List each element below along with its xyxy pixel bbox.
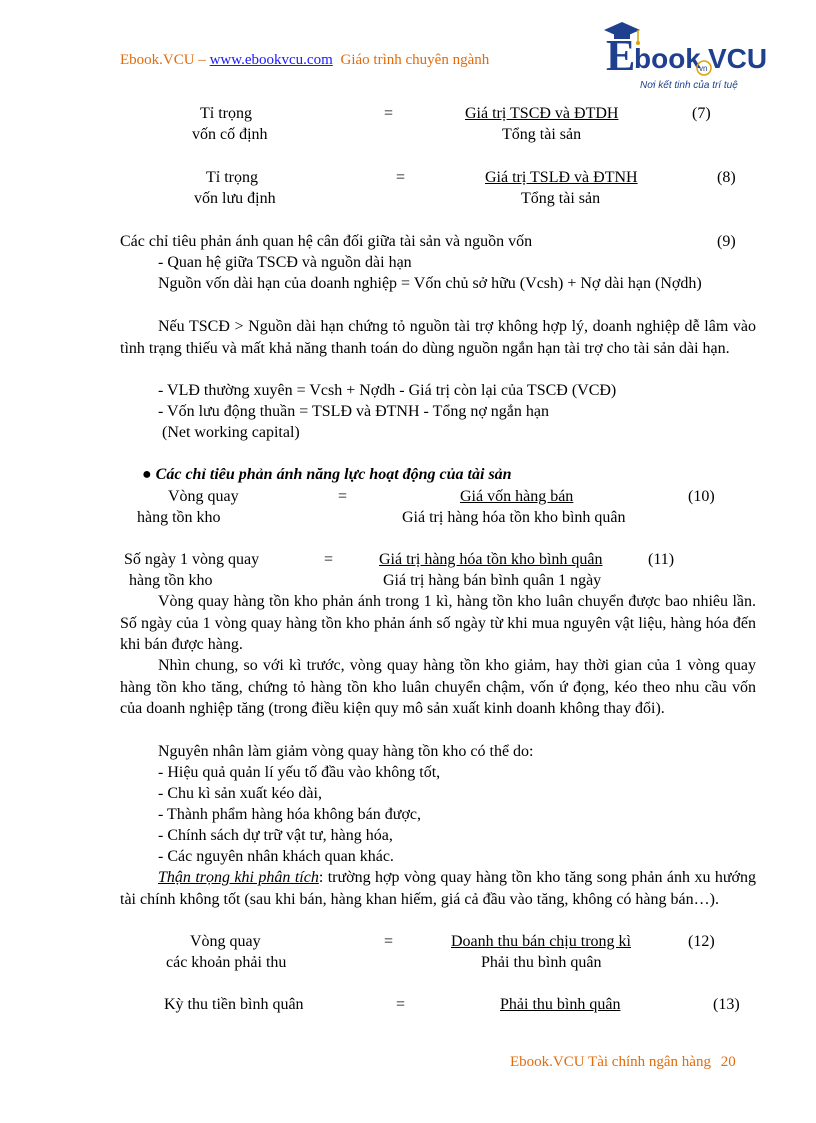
- formula-11-label-2: hàng tồn kho: [129, 572, 213, 589]
- formula-13-numerator: Phải thu bình quân: [500, 996, 621, 1013]
- formula-8-label-1: Tỉ trọng: [206, 169, 258, 186]
- formula-12-label-2: các khoản phải thu: [166, 954, 287, 971]
- paragraph-tscd-relation: - Quan hệ giữa TSCĐ và nguồn dài hạn: [158, 254, 412, 271]
- list-item: - Hiệu quả quản lí yếu tố đầu vào không tốt,: [158, 764, 441, 781]
- formula-10-index: (10): [688, 488, 715, 505]
- formula-10-numerator: Giá vốn hàng bán: [460, 488, 574, 505]
- logo-vn: vn: [699, 64, 708, 73]
- formula-10-denominator: Giá trị hàng hóa tồn kho bình quân: [402, 509, 626, 526]
- list-item: - Thành phẩm hàng hóa không bán được,: [158, 806, 421, 823]
- formula-7-denominator: Tổng tài sản: [502, 126, 582, 143]
- logo-slogan: Nơi kết tinh của trí tuệ: [640, 80, 738, 91]
- formula-7-index: (7): [692, 105, 711, 122]
- page-footer: [510, 1054, 736, 1071]
- paragraph-inventory-comparison: Nhìn chung, so với kì trước, vòng quay hàng tồn kho giảm, hay thời gian của 1 vòng quay hàng tồn kho tăng, chứng tỏ hàng tồn kho luân chuyển chậm, vốn ứ đọng, kéo theo nhu cầu vốn của doanh nghiệp tăng (trong điều kiện quy mô sản xuất kinh doanh không thay đổi).: [120, 657, 756, 717]
- formula-10-label-1: Vòng quay: [168, 488, 239, 505]
- page-number: 20: [720, 1054, 736, 1070]
- formula-12-denominator: Phải thu bình quân: [481, 954, 602, 971]
- formula-7-label-2: vốn cố định: [192, 126, 268, 143]
- heading-bullet: ●: [142, 466, 152, 483]
- paragraph-vld: - VLĐ thường xuyên = Vcsh + Nợdh - Giá trị còn lại của TSCĐ (VCĐ): [158, 382, 617, 399]
- paragraph-net-working-capital-en: (Net working capital): [162, 424, 300, 441]
- formula-8-equals: =: [396, 169, 406, 186]
- logo-letter-e: E: [606, 31, 636, 80]
- page-header: [120, 52, 489, 69]
- section-heading-activity: [142, 464, 512, 486]
- list-item: - Chính sách dự trữ vật tư, hàng hóa,: [158, 827, 393, 844]
- formula-13-equals: =: [396, 996, 406, 1013]
- paragraph-causes-intro: Nguyên nhân làm giảm vòng quay hàng tồn kho có thể do:: [158, 743, 534, 760]
- formula-11-numerator: Giá trị hàng hóa tồn kho bình quân: [379, 551, 603, 568]
- paragraph-caution: [120, 867, 756, 910]
- formula-10-label-2: hàng tồn kho: [137, 509, 221, 526]
- paragraph-inventory-turnover: Vòng quay hàng tồn kho phản ánh trong 1 kì, hàng tồn kho luân chuyển được bao nhiêu lần. Số ngày của 1 vòng quay hàng tồn kho phản ánh số ngày từ khi mua nguyên vật liệu, hàng hóa đến khi bán được hàng.: [120, 593, 756, 653]
- footer-text: Ebook.VCU Tài chính ngân hàng: [510, 1054, 711, 1070]
- heading-text: Các chỉ tiêu phản ánh năng lực hoạt động của tài sản: [155, 466, 512, 483]
- caution-lead: Thận trọng khi phân tích: [158, 869, 319, 886]
- list-item: - Chu kì sản xuất kéo dài,: [158, 785, 322, 802]
- formula-8-index: (8): [717, 169, 736, 186]
- header-url-link[interactable]: www.ebookvcu.com: [209, 52, 333, 68]
- formula-7-numerator: Giá trị TSCĐ và ĐTDH: [465, 105, 619, 122]
- formula-13-label-1: Kỳ thu tiền bình quân: [164, 996, 304, 1013]
- formula-8-label-2: vốn lưu định: [194, 190, 276, 207]
- formula-8-denominator: Tổng tài sản: [521, 190, 601, 207]
- formula-8-numerator: Giá trị TSLĐ và ĐTNH: [485, 169, 638, 186]
- formula-11-label-1: Số ngày 1 vòng quay: [124, 551, 260, 568]
- formula-11-denominator: Giá trị hàng bán bình quân 1 ngày: [383, 572, 602, 589]
- paragraph-net-working-capital: - Vốn lưu động thuần = TSLĐ và ĐTNH - Tổng nợ ngắn hạn: [158, 403, 550, 420]
- formula-10-equals: =: [338, 488, 348, 505]
- header-subtitle: Giáo trình chuyên ngành: [340, 52, 490, 68]
- formula-12-index: (12): [688, 933, 715, 950]
- caution-rest: : trường hợp vòng quay hàng tồn kho tăng song phản ánh xu hướng tài chính không tốt (sau khi bán, hàng khan hiếm, giá cả đầu vào tăng, không có hàng bán…).: [120, 869, 757, 908]
- formula-12-numerator: Doanh thu bán chịu trong kì: [451, 933, 631, 950]
- formula-12-label-1: Vòng quay: [190, 933, 261, 950]
- formula-7-equals: =: [384, 105, 394, 122]
- section-9-index: (9): [717, 233, 736, 250]
- paragraph-long-term-capital: Nguồn vốn dài hạn của doanh nghiệp = Vốn chủ sở hữu (Vcsh) + Nợ dài hạn (Nợdh): [158, 275, 702, 292]
- logo-word-vcu: VCU: [708, 43, 768, 74]
- section-9-title: Các chỉ tiêu phản ánh quan hệ cân đối giữa tài sản và nguồn vốn: [120, 233, 533, 250]
- list-item: - Các nguyên nhân khách quan khác.: [158, 848, 394, 865]
- formula-11-index: (11): [648, 551, 675, 568]
- formula-11-equals: =: [324, 551, 334, 568]
- ebookvcu-logo: [600, 18, 775, 96]
- logo-word-book: book: [634, 43, 701, 74]
- formula-13-index: (13): [713, 996, 740, 1013]
- paragraph-tscd-warning: Nếu TSCĐ > Nguồn dài hạn chứng tỏ nguồn tài trợ không hợp lý, doanh nghiệp dễ lâm vào tình trạng thiếu và mất khả năng thanh toán do dùng nguồn ngắn hạn tài trợ cho tài sản dài hạn.: [120, 318, 756, 357]
- header-brand: Ebook.VCU –: [120, 52, 206, 68]
- formula-7-label-1: Tỉ trọng: [200, 105, 252, 122]
- formula-12-equals: =: [384, 933, 394, 950]
